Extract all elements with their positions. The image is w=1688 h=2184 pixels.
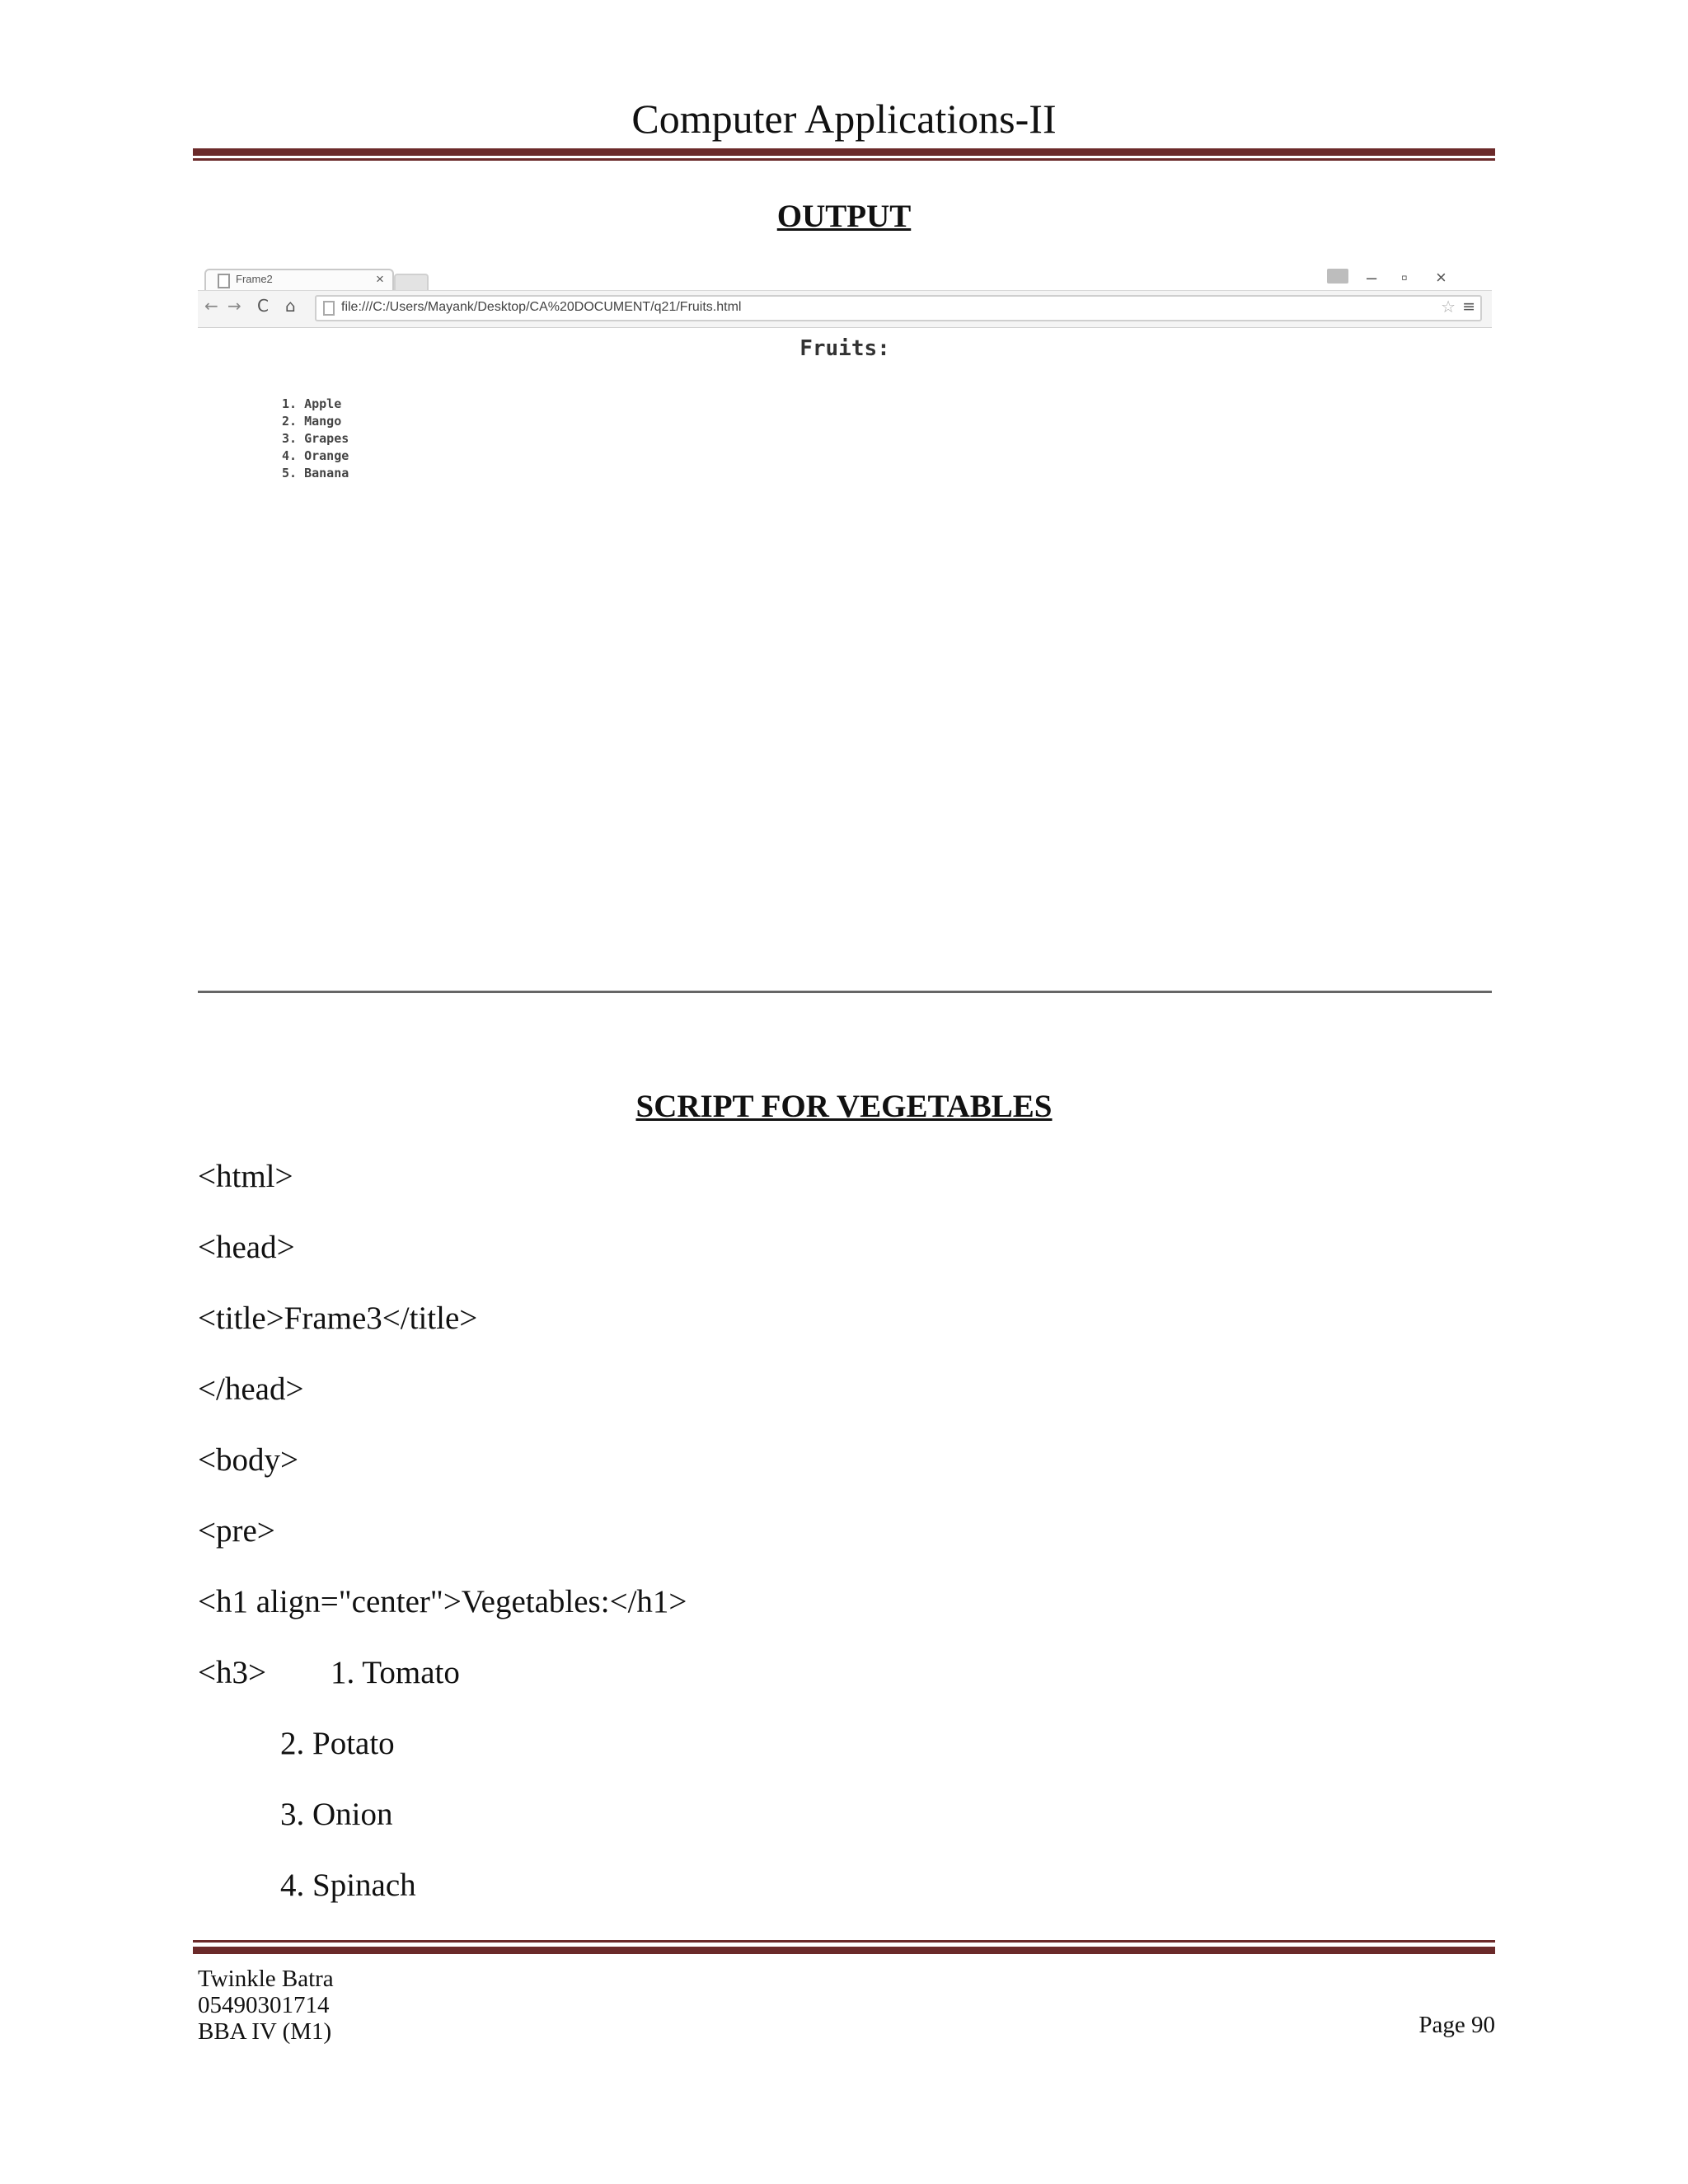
code-line: 4. Spinach: [280, 1868, 416, 1903]
restore-icon[interactable]: ▫: [1401, 267, 1408, 288]
address-bar[interactable]: [315, 295, 1482, 321]
footer-rule-thin: [193, 1940, 1495, 1943]
code-line: <h1 align="center">Vegetables:</h1>: [198, 1584, 687, 1619]
code-line: </head>: [198, 1371, 304, 1407]
code-line: <head>: [198, 1230, 295, 1265]
list-item: 1. Apple: [282, 396, 342, 411]
new-tab-button[interactable]: [394, 274, 429, 292]
output-heading: OUTPUT: [776, 199, 912, 234]
script-heading: SCRIPT FOR VEGETABLES: [635, 1089, 1053, 1124]
code-line: <h3> 1. Tomato: [198, 1655, 460, 1690]
fruit-list: [282, 396, 349, 482]
page-icon: [323, 301, 335, 316]
browser-tab-title: Frame2: [236, 273, 273, 285]
browser-tab-bar: [198, 265, 1492, 290]
address-bar-url: file:///C:/Users/Mayank/Desktop/CA%20DOCUMENT/q21/Fruits.html: [341, 300, 742, 314]
list-item: 4. Orange: [282, 448, 349, 463]
code-line: <title>Frame3</title>: [198, 1301, 478, 1336]
fruits-heading: Fruits:: [799, 336, 890, 361]
minimize-icon[interactable]: –: [1367, 267, 1377, 288]
footer-course: BBA IV (M1): [198, 2018, 332, 2045]
user-profile-icon[interactable]: [1327, 269, 1348, 284]
back-arrow-icon[interactable]: ←: [204, 296, 218, 316]
tab-close-icon[interactable]: ×: [376, 271, 384, 287]
home-icon[interactable]: ⌂: [285, 296, 296, 316]
page-number: Page 90: [1418, 2012, 1495, 2038]
list-item: 2. Mango: [282, 414, 342, 429]
forward-arrow-icon[interactable]: →: [227, 296, 241, 316]
menu-icon[interactable]: ≡: [1462, 298, 1475, 316]
list-item: 5. Banana: [282, 466, 349, 480]
code-line: 2. Potato: [280, 1726, 395, 1761]
reload-icon[interactable]: C: [257, 296, 269, 316]
page-header-title: Computer Applications-II: [631, 96, 1057, 142]
bookmark-star-icon[interactable]: ☆: [1441, 297, 1456, 316]
window-close-icon[interactable]: ×: [1436, 267, 1447, 288]
list-item: 3. Grapes: [282, 431, 349, 446]
header-rule-thin: [193, 158, 1495, 161]
browser-toolbar: [198, 290, 1492, 329]
browser-page-content: [198, 328, 1492, 979]
footer-rule-thick: [193, 1947, 1495, 1954]
code-line: 3. Onion: [280, 1797, 393, 1832]
footer-roll-number: 05490301714: [198, 1992, 330, 2018]
page-icon: [218, 274, 230, 288]
footer-author-name: Twinkle Batra: [198, 1966, 334, 1992]
code-line: <body>: [198, 1442, 298, 1478]
browser-screenshot: [198, 265, 1492, 991]
code-line: <html>: [198, 1159, 293, 1194]
code-line: <pre>: [198, 1513, 275, 1549]
browser-tab[interactable]: [204, 269, 394, 292]
browser-bottom-border: [198, 991, 1492, 993]
header-rule-thick: [193, 148, 1495, 156]
